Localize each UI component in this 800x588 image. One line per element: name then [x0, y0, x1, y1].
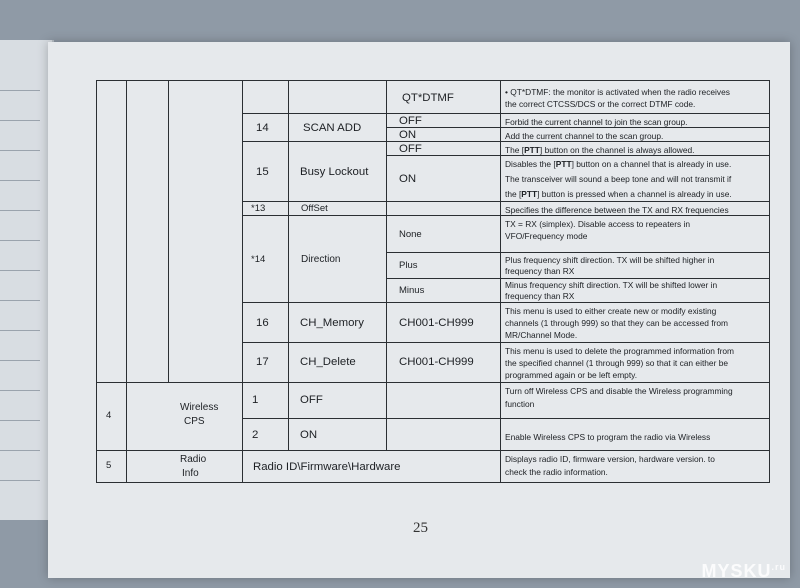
menu-name-ch-delete: CH_Delete	[300, 356, 356, 368]
direction-minus-value: Minus	[399, 285, 425, 296]
direction-plus-desc-line2: frequency than RX	[505, 266, 575, 276]
direction-plus-desc-line1: Plus frequency shift direction. TX will be shifted higher in	[505, 255, 715, 265]
busy-lockout-off-desc: The [PTT] button on the channel is always allowed.	[505, 145, 695, 155]
wireless-on-desc: Enable Wireless CPS to program the radio via Wireless	[505, 432, 711, 442]
section-name-cps: CPS	[184, 416, 205, 427]
scan-add-on-value: ON	[399, 129, 417, 141]
ch-memory-desc-line1: This menu is used to either create new or modify existing	[505, 306, 717, 316]
section-name-wireless: Wireless	[180, 402, 219, 413]
section-name-info: Info	[182, 468, 199, 479]
radio-info-value: Radio ID\Firmware\Hardware	[253, 461, 401, 473]
menu-name-busy-lockout: Busy Lockout	[300, 166, 369, 178]
previous-page-edge	[0, 40, 54, 520]
wireless-option-on: ON	[300, 429, 318, 441]
menu-number-15: 15	[256, 166, 269, 178]
radio-info-desc-line1: Displays radio ID, firmware version, hardware version. to	[505, 454, 715, 464]
busy-lockout-on-value: ON	[399, 173, 417, 185]
ch-memory-desc-line2: channels (1 through 999) so that they can be accessed from	[505, 318, 729, 328]
section-name-radio: Radio	[180, 454, 207, 465]
ch-delete-desc-line3: programmed again or be left empty.	[505, 370, 638, 380]
menu-name-scan-add: SCAN ADD	[303, 122, 362, 134]
menu-number-17: 17	[256, 356, 269, 368]
busy-lockout-off-value: OFF	[399, 143, 422, 155]
direction-minus-desc-line1: Minus frequency shift direction. TX will be shifted lower in	[505, 280, 718, 290]
ch-delete-desc-line2: the specified channel (1 through 999) so that it can either be	[505, 358, 729, 368]
scan-add-off-value: OFF	[399, 115, 422, 127]
direction-minus-desc-line2: frequency than RX	[505, 291, 575, 301]
menu-number-16: 16	[256, 317, 269, 329]
busy-lockout-on-desc-line3: the [PTT] button is pressed when a channel is already in use.	[505, 189, 732, 199]
direction-none-value: None	[399, 229, 422, 240]
qt-dtmf-desc-line2: the correct CTCSS/DCS or the correct DTMF code.	[505, 99, 696, 109]
ch-delete-desc-line1: This menu is used to delete the programmed information from	[505, 346, 735, 356]
qt-dtmf-desc-line1: • QT*DTMF: the monitor is activated when the radio receives	[505, 87, 730, 97]
menu-settings-table	[96, 80, 770, 482]
direction-none-desc-line1: TX = RX (simplex). Disable access to repeaters in	[505, 219, 691, 229]
wireless-off-desc-line1: Turn off Wireless CPS and disable the Wireless programming	[505, 386, 733, 396]
section-number-4: 4	[106, 410, 112, 421]
offset-desc: Specifies the difference between the TX and RX frequencies	[505, 205, 729, 215]
page-number: 25	[413, 520, 428, 536]
menu-name-offset: OffSet	[301, 203, 328, 214]
ch-memory-value: CH001-CH999	[399, 317, 474, 329]
menu-number-13: *13	[251, 203, 266, 214]
wireless-option-off: OFF	[300, 394, 323, 406]
busy-lockout-on-desc-line2: The transceiver will sound a beep tone and will not transmit if	[505, 174, 732, 184]
wireless-option-1-number: 1	[252, 394, 259, 406]
ch-delete-value: CH001-CH999	[399, 356, 474, 368]
direction-none-desc-line2: VFO/Frequency mode	[505, 231, 588, 241]
section-number-5: 5	[106, 460, 112, 471]
option-qt-dtmf: QT*DTMF	[402, 92, 454, 104]
wireless-option-2-number: 2	[252, 429, 259, 441]
ch-memory-desc-line3: MR/Channel Mode.	[505, 330, 578, 340]
wireless-off-desc-line2: function	[505, 399, 535, 409]
watermark-logo: $MYSKU^{.ru}$	[701, 561, 786, 581]
menu-number-14: 14	[256, 122, 269, 134]
scan-add-off-desc: Forbid the current channel to join the scan group.	[505, 117, 688, 127]
menu-number-14-direction: *14	[251, 254, 266, 265]
menu-name-direction: Direction	[301, 254, 341, 265]
menu-name-ch-memory: CH_Memory	[300, 317, 364, 329]
radio-info-desc-line2: check the radio information.	[505, 467, 608, 477]
scan-add-on-desc: Add the current channel to the scan group.	[505, 131, 664, 141]
direction-plus-value: Plus	[399, 260, 418, 271]
busy-lockout-on-desc-line1: Disables the [PTT] button on a channel that is already in use.	[505, 159, 732, 169]
manual-page	[48, 42, 790, 578]
